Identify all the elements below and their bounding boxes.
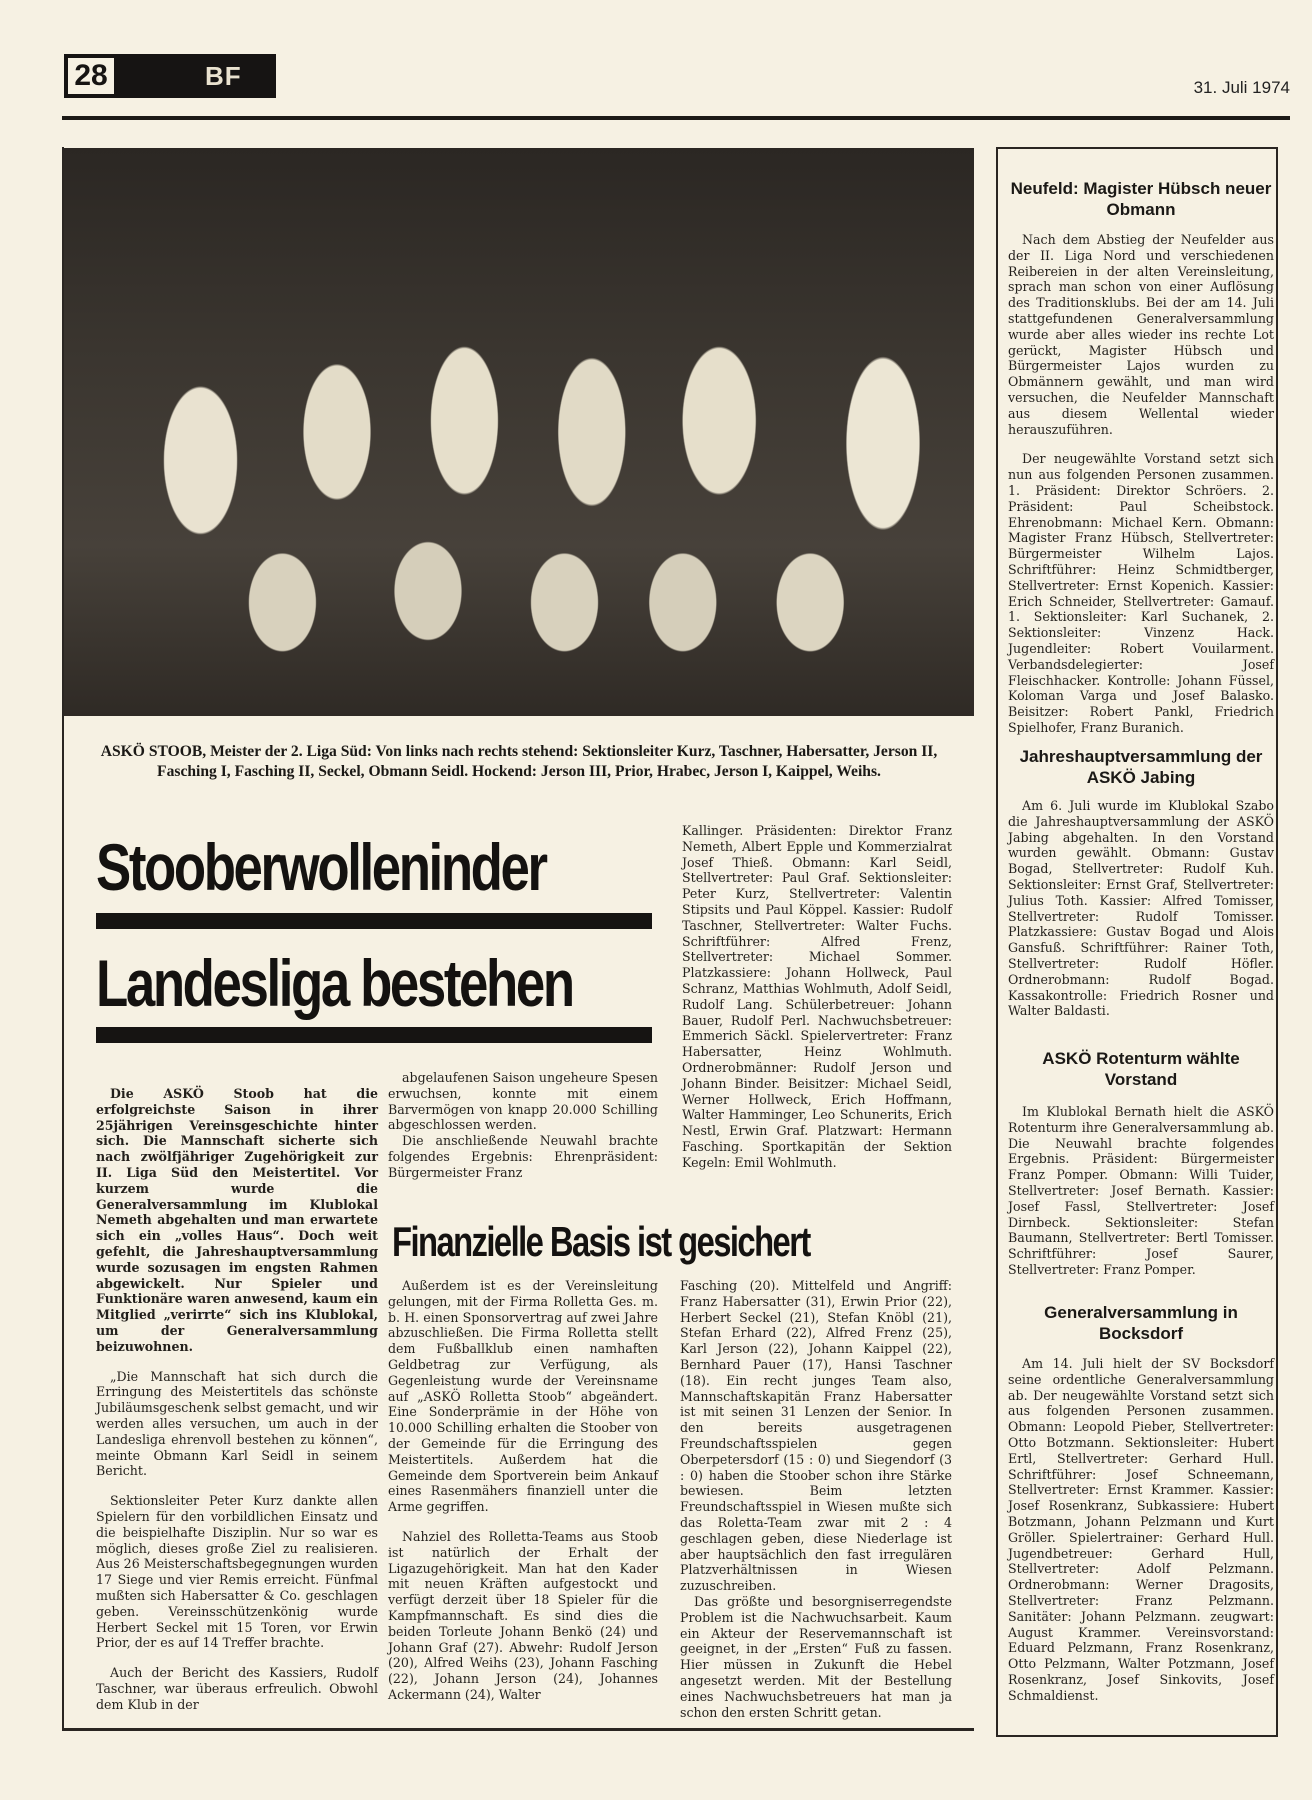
paragraph: Fasching (20). Mittelfeld und Angriff: Franz Habersatter (31), Erwin Prior (22), Herbert Seckel (21), Stefan Knöbl (21), Stefan Erhard (22), Alfred Frenz (25), Karl Jerson (22), Johann Kaippel (22), Bernhard Pauer (17), Hansi Taschner (18). Ein recht junges Team also, Mannschaftskapitän Franz Habersatter ist mit seinen 31 Lenzen der Senior. In den bereits ausgetragenen Freundschaftsspielen gegen Oberpetersdorf (15 : 0) und Siegendorf (3 : 0) haben die Stoober schon ihre Stärke bewiesen. Beim letzten Freundschaftsspiel in Wiesen mußte sich das Roletta-Team zwar mit 2 : 4 geschlagen geben, diese Niederlage ist aber hauptsächlich den fast irregulären Platzverhältnissen in Wiesen zuzuschreiben. (680, 1278, 952, 1594)
sidebar-headline: Neufeld: Magister Hübsch neuer Obmann (1010, 179, 1272, 219)
team-photo (64, 148, 974, 716)
paragraph: Die anschließende Neuwahl brachte folgendes Ergebnis: Ehrenpräsident: Bürgermeister Franz (388, 1133, 658, 1180)
paragraph: Nahziel des Rolletta-Teams aus Stoob ist natürlich der Erhalt der Ligazugehörigkeit. Man hat den Kader mit neuen Kräften aufgestockt und verfügt derzeit über 18 Spieler für die Kampfmannschaft. Es sind dies die beiden Torleute Johann Benkö (24) und Johann Graf (27). Abwehr: Rudolf Jerson (20), Alfred Weihs (23), Johann Fasching (22), Johann Jerson (24), Johannes Ackermann (24), Walter (388, 1528, 658, 1702)
headline-bar-1 (96, 913, 652, 929)
paragraph: Die ASKÖ Stoob hat die erfolgreichste Saison in ihrer 25jährigen Vereinsgeschichte hinter sich. Die Mannschaft sicherte sich nach zwölfjähriger Zugehörigkeit zur II. Liga Süd den Meistertitel. Vor kurzem wurde die Generalversammlung im Klublokal Nemeth abgehalten und man erwartete sich ein „volles Haus“. Doch weit gefehlt, die Jahreshauptversammlung wurde sozusagen im engsten Rahmen abgewickelt. Nur Spieler und Funktionäre waren anwesend, kaum ein Mitglied „verirrte“ sich ins Klublokal, um der Generalversammlung beizuwohnen. (96, 1086, 379, 1354)
sidebar-headline: Generalversammlung in Bocksdorf (1044, 1303, 1238, 1343)
sidebar-headline: ASKÖ Rotenturm wählte Vorstand (1042, 1049, 1240, 1089)
sidebar-article-bocksdorf (1008, 1302, 1274, 1704)
paragraph: Sektionsleiter Peter Kurz dankte allen Spielern für den vorbildlichen Einsatz und die beispielhafte Disziplin. Nur so war es möglich, dieses große Ziel zu realisieren. Aus 26 Meisterschaftsbegegnungen wurden 17 Siege und vier Remis erreicht. Fünfmal mußten sich Habersatter & Co. geschlagen geben. Vereinsschützenkönig wurde Herbert Seckel mit 15 Toren, vor Erwin Prior, der es auf 14 Treffer brachte. (96, 1493, 378, 1651)
paragraph: Im Klublokal Bernath hielt die ASKÖ Rotenturm ihre Generalversammlung ab. Die Neuwahl brachte folgendes Ergebnis. Präsident: Bürgermeister Franz Pomper. Obmann: Willi Tuider, Stellvertreter: Josef Bernath. Kassier: Josef Fassl, Stellvertreter: Josef Dirnbeck. Sektionsleiter: Stefan Baumann, Stellvertreter: Bertl Tomisser. Schriftführer: Josef Saurer, Stellvertreter: Franz Pomper. (1008, 1104, 1274, 1277)
sidebar-article-rotenturm (1008, 1048, 1274, 1278)
paragraph: Kallinger. Präsidenten: Direktor Franz Nemeth, Albert Epple und Kommerzialrat Josef Thieß. Obmann: Karl Seidl, Stellvertreter: Paul Graf. Sektionsleiter: Peter Kurz, Stellvertreter: Valentin Stipsits und Paul Köppel. Kassier: Rudolf Taschner, Stellvertreter: Walter Fuchs. Schriftführer: Alfred Frenz, Stellvertreter: Michael Sommer. Platzkassiere: Johann Hollweck, Paul Schranz, Matthias Wohlmuth, Adolf Seidl, Rudolf Lang. Schülerbetreuer: Johann Bauer, Rudolf Perl. Nachwuchsbetreuer: Emmerich Säckl. Spielervertreter: Franz Habersatter, Heinz Wohlmuth. Ordnerobmänner: Rudolf Jerson und Johann Binder. Beisitzer: Michael Seidl, Werner Hollweck, Erich Hoffmann, Walter Hamminger, Leo Schunerits, Erich Nestl, Erwin Graf. Platzwart: Hermann Fasching. Sportkapitän der Sektion Kegeln: Emil Wohlmuth. (682, 823, 952, 1170)
paragraph: Nach dem Abstieg der Neufelder aus der II. Liga Nord und verschiedenen Reibereien in der alten Vereinsleitung, sprach man schon von einer Auflösung des Traditionsklubs. Bei der am 14. Juli stattgefundenen Generalversammlung wurde aber alles wieder ins rechte Lot gerückt, Magister Hübsch und Bürgermeister Lajos wurden zu Obmännern gewählt, und man wird versuchen, die Neufelder Mannschaft aus diesem Wellental wieder herauszuführen. (1008, 232, 1274, 437)
photo-caption: ASKÖ STOOB, Meister der 2. Liga Süd: Von links nach rechts stehend: Sektionsleiter Kurz, Taschner, Habersatter, Jerson II, Fasching I, Fasching II, Seckel, Obmann Seidl. Hockend: Jerson III, Prior, Hrabec, Jerson I, Kaippel, Weihs. (100, 743, 938, 780)
sidebar-headline: Jahreshauptversammlung der ASKÖ Jabing (1019, 747, 1263, 787)
paragraph: „Die Mannschaft hat sich durch die Erringung des Meistertitels das schönste Jubiläumsgeschenk selbst gemacht, und wir werden alles versuchen, um auch in der Landesliga ehrenvoll bestehen zu können“, meinte Obmann Karl Seidl in seinem Bericht. (96, 1368, 378, 1479)
article-column-2-bottom (388, 1278, 658, 1703)
headline-bar-2 (96, 1027, 652, 1043)
sidebar-article-jabing (1008, 746, 1274, 1019)
section-label: BF (205, 61, 242, 91)
subheadline: Finanzielle Basis ist gesichert (392, 1218, 810, 1265)
issue-date: 31. Juli 1974 (1193, 78, 1290, 97)
article-column-3-bottom (680, 1278, 952, 1720)
paragraph: abgelaufenen Saison ungeheure Spesen erwuchsen, konnte mit einem Barvermögen von knapp 20.000 Schilling abgeschlossen werden. (388, 1070, 658, 1133)
paragraph: Am 14. Juli hielt der SV Bocksdorf seine ordentliche Generalversammlung ab. Der neugewählte Vorstand setzt sich aus folgenden Personen zusammen. Obmann: Leopold Pieber, Stellvertreter: Otto Botzmann. Sektionsleiter: Hubert Ertl, Stellvertreter: Gerhard Hull. Schriftführer: Josef Schneemann, Stellvertreter: Ernst Krammer. Kassier: Josef Rosenkranz, Subkassiere: Hubert Botzmann, Johann Pelzmann und Kurt Gröller. Spielertrainer: Gerhard Hull. Jugendbetreuer: Gerhard Hull, Stellvertreter: Adolf Pelzmann. Ordnerobmann: Werner Dragosits, Stellvertreter: Franz Pelzmann. Sanitäter: Johann Pelzmann. zeugwart: August Krammer. Vereinsvorstand: Eduard Pelzmann, Franz Rosenkranz, Otto Pelzmann, Walter Potzmann, Josef Rosenkranz, Josef Sinkovits, Josef Schmaldienst. (1008, 1356, 1274, 1703)
paragraph: Am 6. Juli wurde im Klublokal Szabo die Jahreshauptversammlung der ASKÖ Jabing abgehalten. In den Vorstand wurden gewählt. Obmann: Gustav Bogad, Stellvertreter: Rudolf Kuh. Sektionsleiter: Ernst Graf, Stellvertreter: Julius Toth. Kassier: Alfred Tomisser, Stellvertreter: Rudolf Tomisser. Platzkassiere: Gustav Bogad und Alois Gansfuß. Schriftführer: Rainer Toth, Stellvertreter: Rudolf Höfler. Ordnerobmann: Rudolf Bogad. Kassakontrolle: Friedrich Rosner und Walter Baldasti. (1008, 798, 1274, 1019)
paragraph: Auch der Bericht des Kassiers, Rudolf Taschner, war überaus erfreulich. Obwohl dem Klub in der (96, 1665, 378, 1712)
headline-line-1: Stooberwolleninder (96, 830, 546, 904)
header-rule (62, 116, 1290, 120)
article-column-1 (96, 1086, 378, 1712)
article-column-3-top (682, 823, 952, 1171)
article-column-2-top (388, 1070, 658, 1181)
paragraph: Außerdem ist es der Vereinsleitung gelungen, mit der Firma Rolletta Ges. m. b. H. einen Sponsorvertrag auf zwei Jahre abzuschließen. Die Firma Rolletta stellt dem Fußballklub einen namhaften Geldbetrag zur Verfügung, als Gegenleistung wurde der Vereinsname auf „ASKÖ Rolletta Stoob“ abgeändert. Eine Sonderprämie in der Höhe von 10.000 Schilling erhalten die Stoober von der Gemeinde für die Erringung des Meistertitels. Außerdem hat die Gemeinde dem Sportverein beim Ankauf eines Rasenmähers finanziell unter die Arme gegriffen. (388, 1278, 658, 1515)
headline-line-2: Landesliga bestehen (96, 946, 573, 1020)
paragraph: Der neugewählte Vorstand setzt sich nun aus folgenden Personen zusammen. 1. Präsident: Direktor Schröers. 2. Präsident: Paul Scheibstock. Ehrenobmann: Michael Kern. Obmann: Magister Franz Hübsch, Stellvertreter: Bürgermeister Wilhelm Lajos. Schriftführer: Heinz Schmidtberger, Stellvertreter: Ernst Kopenich. Kassier: Erich Schneider, Stellvertreter: Gamauf. 1. Sektionsleiter: Karl Suchanek, 2. Sektionsleiter: Vinzenz Hack. Jugendleiter: Robert Vouilarment. Verbandsdelegierter: Josef Fleischhacker. Kontrolle: Johann Füssel, Koloman Varga und Josef Balasko. Beisitzer: Robert Pankl, Friedrich Spielhofer, Franz Buranich. (1008, 451, 1274, 735)
page-number: 28 (66, 56, 116, 96)
paragraph: Das größte und besorgniserregendste Problem ist die Nachwuchsarbeit. Kaum ein Akteur der Reservemannschaft ist geeignet, in der „Ersten“ Fuß zu fassen. Hier müssen in Zukunft die Hebel angesetzt werden. Mit der Bestellung eines Nachwuchsbetreuers hat man ja schon den ersten Schritt getan. (680, 1593, 952, 1720)
sidebar-article-neufeld (1008, 178, 1274, 736)
